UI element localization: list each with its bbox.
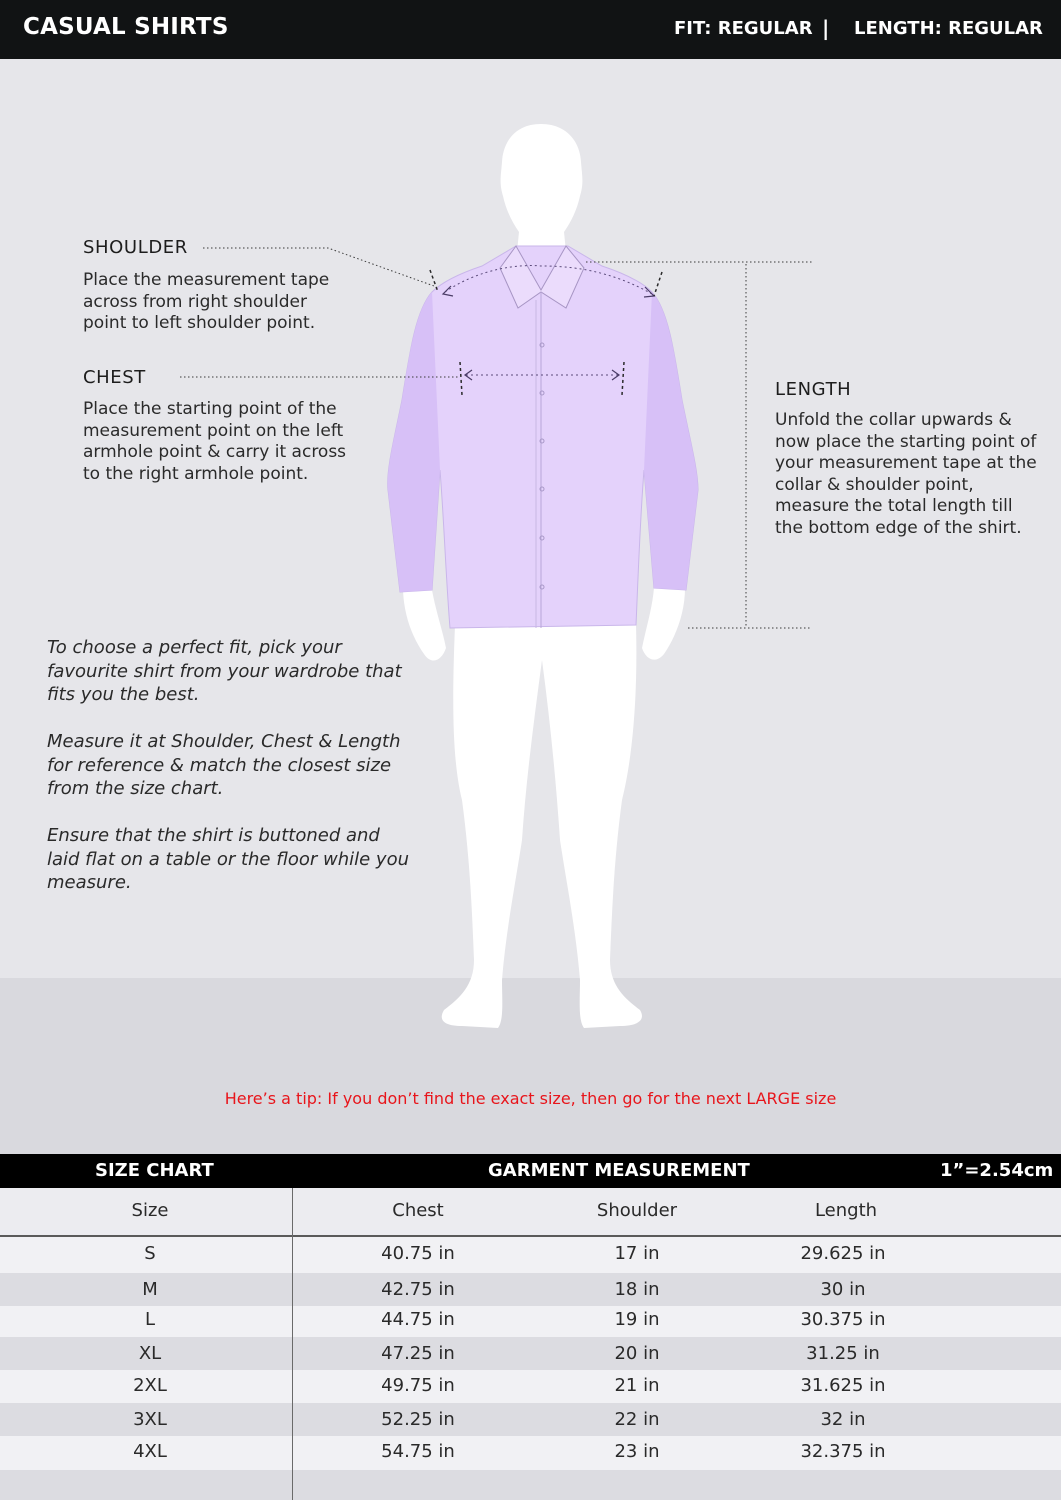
cell-chest: 49.75 in [381, 1375, 455, 1396]
cell-length: 31.25 in [806, 1343, 880, 1364]
cell-shoulder: 18 in [614, 1279, 660, 1300]
tip-paragraph: To choose a perfect fit, pick your favourite shirt from your wardrobe that fits you the best. [47, 637, 402, 705]
cell-shoulder: 19 in [614, 1309, 660, 1330]
cell-shoulder: 21 in [614, 1375, 660, 1396]
column-header-size: Size [131, 1200, 169, 1221]
cell-length: 32.375 in [800, 1441, 886, 1462]
length-label: LENGTH: REGULAR [854, 18, 1043, 39]
chest-description: Place the starting point of the measurement point on the left armhole point & carry it across to the right armhole point. [83, 399, 347, 484]
fit-label: FIT: REGULAR [674, 18, 813, 39]
cell-length: 30.375 in [800, 1309, 886, 1330]
table-row [0, 1435, 1061, 1468]
size-table [0, 1188, 1061, 1500]
size-tip: Here’s a tip: If you don’t find the exact size, then go for the next LARGE size [224, 1089, 837, 1108]
shoulder-description: Place the measurement tape across from right shoulder point to left shoulder point. [83, 270, 330, 333]
cell-size: S [144, 1243, 156, 1264]
cell-chest: 42.75 in [381, 1279, 455, 1300]
cell-chest: 47.25 in [381, 1343, 455, 1364]
table-row [0, 1237, 1061, 1270]
cell-chest: 40.75 in [381, 1243, 455, 1264]
cell-size: 3XL [133, 1409, 167, 1430]
cell-size: 2XL [133, 1375, 167, 1396]
mannequin-right-hand [642, 588, 685, 660]
tip-paragraph: Measure it at Shoulder, Chest & Length for reference & match the closest size from the size chart. [47, 731, 401, 799]
column-header-chest: Chest [392, 1200, 444, 1221]
cell-shoulder: 17 in [614, 1243, 660, 1264]
column-divider [292, 1188, 293, 1500]
cell-chest: 44.75 in [381, 1309, 455, 1330]
cell-size: XL [138, 1343, 162, 1364]
table-row [0, 1337, 1061, 1370]
length-description: Unfold the collar upwards & now place the starting point of your measurement tape at the collar & shoulder point, measure the total length till the bottom edge of the shirt. [775, 410, 1037, 538]
table-row-blank [0, 1470, 1061, 1500]
table-header [0, 1188, 1061, 1237]
cell-length: 30 in [820, 1279, 866, 1300]
table-row [0, 1273, 1061, 1306]
cell-shoulder: 20 in [614, 1343, 660, 1364]
size-chart-bar [0, 1154, 1061, 1188]
garment-measurement-title: GARMENT MEASUREMENT [488, 1160, 750, 1181]
table-row [0, 1403, 1061, 1436]
table-row [0, 1303, 1061, 1336]
cell-length: 32 in [820, 1409, 866, 1430]
shoulder-heading: SHOULDER [83, 237, 188, 258]
tip-paragraph: Ensure that the shirt is buttoned and laid flat on a table or the floor while you measure. [47, 825, 409, 893]
cell-chest: 54.75 in [381, 1441, 455, 1462]
mannequin-legs [442, 625, 642, 1028]
cell-size: M [142, 1279, 158, 1300]
header-separator: | [822, 16, 830, 40]
cell-size: L [144, 1309, 156, 1330]
unit-conversion: 1”=2.54cm [940, 1160, 1054, 1181]
cell-size: 4XL [133, 1441, 167, 1462]
cell-shoulder: 22 in [614, 1409, 660, 1430]
fit-tips [47, 636, 417, 918]
size-chart-title: SIZE CHART [95, 1160, 214, 1181]
column-header-shoulder: Shoulder [596, 1200, 678, 1221]
cell-chest: 52.25 in [381, 1409, 455, 1430]
cell-length: 31.625 in [800, 1375, 886, 1396]
table-row [0, 1369, 1061, 1402]
cell-shoulder: 23 in [614, 1441, 660, 1462]
mannequin-head [501, 124, 583, 252]
length-heading: LENGTH [775, 379, 852, 400]
chest-heading: CHEST [83, 367, 146, 388]
cell-length: 29.625 in [800, 1243, 886, 1264]
column-header-length: Length [814, 1200, 878, 1221]
page-title: CASUAL SHIRTS [23, 14, 229, 40]
